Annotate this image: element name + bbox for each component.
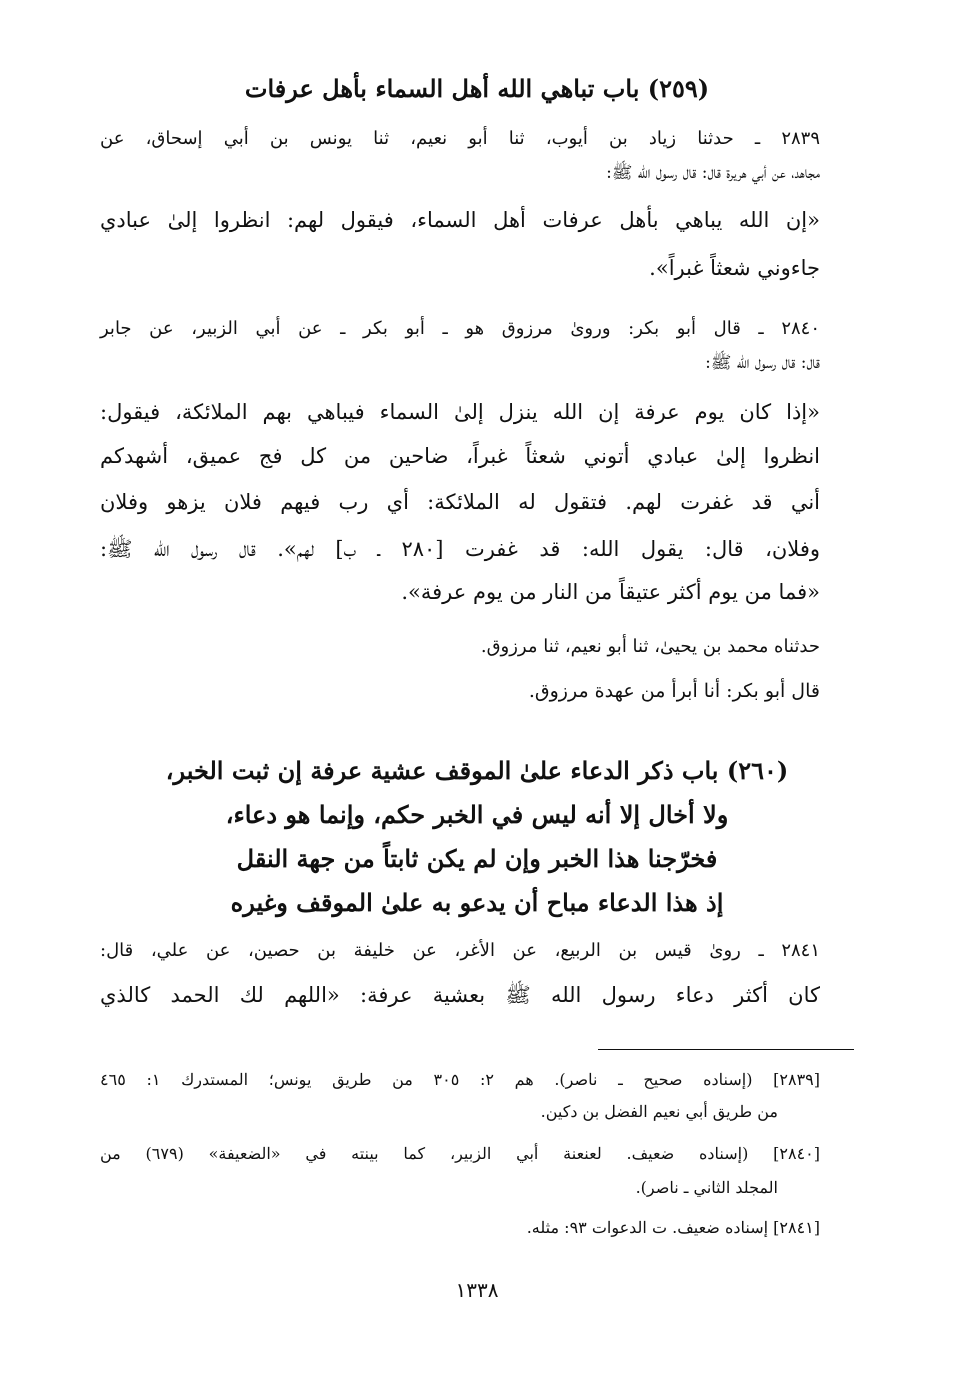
chapter-260-heading-line-1: (٢٦٠) باب ذكر الدعاء علىٰ الموقف عشية عرفة إن ثبت الخبر، (165, 756, 789, 785)
hadith-2839-matn-line-2: جاءوني شعثاً غبراً». (649, 256, 820, 280)
footnote-2840-line-1: [٢٨٤٠] (إسناده ضعيف. لعنعنة أبي الزبير، كما بينته في «الضعيفة» (٦٧٩) من (100, 1144, 821, 1163)
hadith-2840-matn-line-1: «إذا كان يوم عرفة إن الله ينزل إلىٰ السماء فيباهي بهم الملائكة، فيقول: (100, 400, 820, 424)
chapter-259-heading: (٢٥٩) باب تباهي الله أهل السماء بأهل عرفات (244, 74, 710, 103)
hadith-2840-isnad-note: حدثناه محمد بن يحيىٰ، ثنا أبو نعيم، ثنا مرزوق. (480, 636, 820, 657)
hadith-2840-matn-line-3: أني قد غفرت لهم. فتقول له الملائكة: أي رب فيهم فلان يزهو وفلان (100, 490, 820, 514)
hadith-2840-author-note: قال أبو بكر: أنا أبرأ من عهدة مرزوق. (528, 680, 820, 702)
chapter-260-heading-line-4: إذ هذا الدعاء مباح أن يدعو به علىٰ الموقف وغيره (230, 888, 724, 917)
hadith-2840-matn-line-2: انظروا إلىٰ عبادي أتوني شعثاً غبراً، ضاحين من كل فج عميق، أشهدكم (100, 444, 820, 468)
hadith-2839-isnad-line-1: ٢٨٣٩ ـ حدثنا زياد بن أيوب، ثنا أبو نعيم، ثنا يونس بن أبي إسحاق، عن (100, 128, 820, 149)
hadith-2839-matn-line-1: «إن الله يباهي بأهل عرفات أهل السماء، فيقول لهم: انظروا إلىٰ عبادي (100, 208, 820, 232)
hadith-2840-isnad-line-2: قال: قال رسول الله ﷺ: (705, 353, 820, 373)
hadith-2840-isnad-line-1: ٢٨٤٠ ـ قال أبو بكر: ورویٰ مرزوق هو ـ أبو بكر ـ عن أبي الزبير، عن جابر (100, 318, 820, 339)
hadith-2840-matn-line-5: «فما من يوم أكثر عتيقاً من النار من يوم عرفة». (401, 580, 820, 604)
footnote-2839-line-1: [٢٨٣٩] (إسناده صحيح ـ ناصر). هم ٢: ٣٠٥ من طريق يونس؛ المستدرك ١: ٤٦٥ (100, 1070, 820, 1089)
footnote-2840-line-2: المجلد الثاني ـ ناصر). (635, 1178, 778, 1197)
chapter-260-heading-line-2: ولا أخال إلا أنه ليس في الخبر حكم، وإنما هو دعاء، (225, 800, 729, 829)
page-number: ١٣٣٨ (455, 1278, 499, 1302)
hadith-2841-isnad-line-1: ٢٨٤١ ـ روىٰ قيس بن الربيع، عن الأغر، عن خليفة بن حصين، عن علي، قال: (100, 940, 820, 961)
chapter-260-heading-line-3: فخرّجنا هذا الخبر وإن لم يكن ثابتاً من جهة النقل (236, 844, 718, 873)
hadith-2841-matn-line-1: كان أكثر دعاء رسول الله ﷺ بعشية عرفة: «اللهم لك الحمد كالذي (100, 983, 820, 1007)
footnote-separator (598, 1049, 854, 1050)
hadith-2839-isnad-line-2: مجاهد، عن أبي هريرة قال: قال رسول الله ﷺ: (606, 163, 820, 183)
footnote-2839-line-2: من طريق أبي نعيم الفضل بن دكين. (540, 1102, 778, 1121)
footnote-2841-line-1: [٢٨٤١] إسناده ضعيف. ت الدعوات ٩٣: مثله. (526, 1218, 820, 1237)
hadith-2840-matn-line-4: وفلان، قال: يقول الله: قد غفرت [٢٨٠ ـ ب] لهم». قال رسول الله ﷺ: (100, 537, 820, 561)
